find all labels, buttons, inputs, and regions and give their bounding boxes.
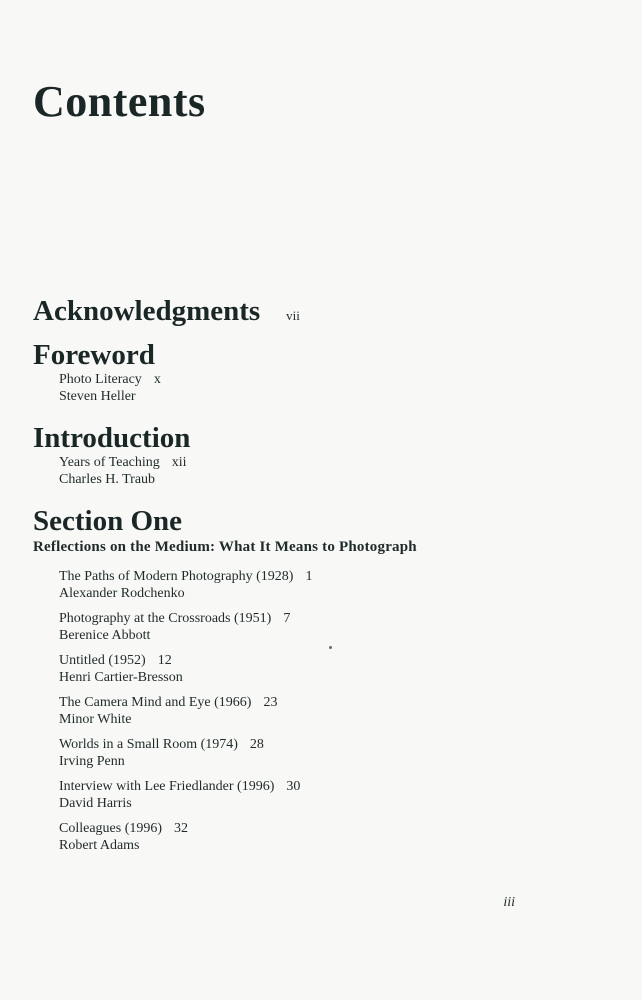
toc-entry-title: Interview with Lee Friedlander (1996) — [59, 779, 275, 794]
toc-entry-page: 28 — [249, 737, 264, 752]
foreword-heading: Foreword — [33, 339, 155, 371]
toc-entry-title: The Camera Mind and Eye (1966) — [59, 695, 252, 710]
toc-entry-author: Henri Cartier-Bresson — [59, 670, 183, 685]
toc-entry — [59, 652, 613, 686]
toc-entry — [59, 820, 613, 854]
introduction-entry — [33, 421, 613, 488]
toc-entry — [59, 778, 613, 812]
foreword-item-author: Steven Heller — [59, 388, 136, 404]
foreword-item-page: x — [153, 372, 161, 387]
introduction-item-author: Charles H. Traub — [59, 471, 156, 487]
foreword-item-title: Photo Literacy — [59, 372, 142, 387]
introduction-item-page: xii — [171, 455, 187, 470]
section-one-entries — [33, 568, 613, 854]
toc-entry — [59, 610, 613, 644]
paper-speck — [329, 646, 332, 649]
section-one-subtitle: Reflections on the Medium: What It Means to Photograph — [33, 539, 417, 555]
toc-entry-title: Photography at the Crossroads (1951) — [59, 611, 272, 626]
toc-entry-page: 32 — [174, 821, 189, 836]
foreword-entry — [33, 338, 613, 405]
section-one — [33, 504, 613, 854]
foreword-item — [33, 372, 613, 405]
toc-entry-title: The Paths of Modern Photography (1928) — [59, 569, 294, 584]
table-of-contents — [33, 294, 613, 862]
page-folio: iii — [503, 895, 515, 910]
toc-entry-title: Untitled (1952) — [59, 653, 146, 668]
toc-entry-page: 23 — [263, 695, 278, 710]
toc-entry-author: David Harris — [59, 796, 132, 811]
introduction-item — [33, 455, 613, 488]
acknowledgments-heading: Acknowledgments — [33, 295, 261, 327]
toc-entry-page: 7 — [283, 611, 291, 626]
toc-entry-author: Alexander Rodchenko — [59, 586, 185, 601]
toc-entry — [59, 736, 613, 770]
toc-entry-title: Colleagues (1996) — [59, 821, 163, 836]
toc-entry-author: Irving Penn — [59, 754, 125, 769]
acknowledgments-page: vii — [286, 308, 300, 324]
introduction-item-title: Years of Teaching — [59, 455, 160, 470]
acknowledgments-entry — [33, 294, 613, 338]
toc-entry — [59, 568, 613, 602]
toc-entry-title: Worlds in a Small Room (1974) — [59, 737, 238, 752]
toc-entry-author: Robert Adams — [59, 838, 140, 853]
toc-entry-page: 12 — [157, 653, 172, 668]
page-title: Contents — [33, 77, 206, 126]
introduction-heading: Introduction — [33, 422, 191, 454]
toc-entry-page: 30 — [286, 779, 301, 794]
toc-entry-page: 1 — [305, 569, 313, 584]
toc-entry-author: Berenice Abbott — [59, 628, 151, 643]
section-one-heading: Section One — [33, 505, 183, 537]
toc-entry — [59, 694, 613, 728]
toc-entry-author: Minor White — [59, 712, 132, 727]
